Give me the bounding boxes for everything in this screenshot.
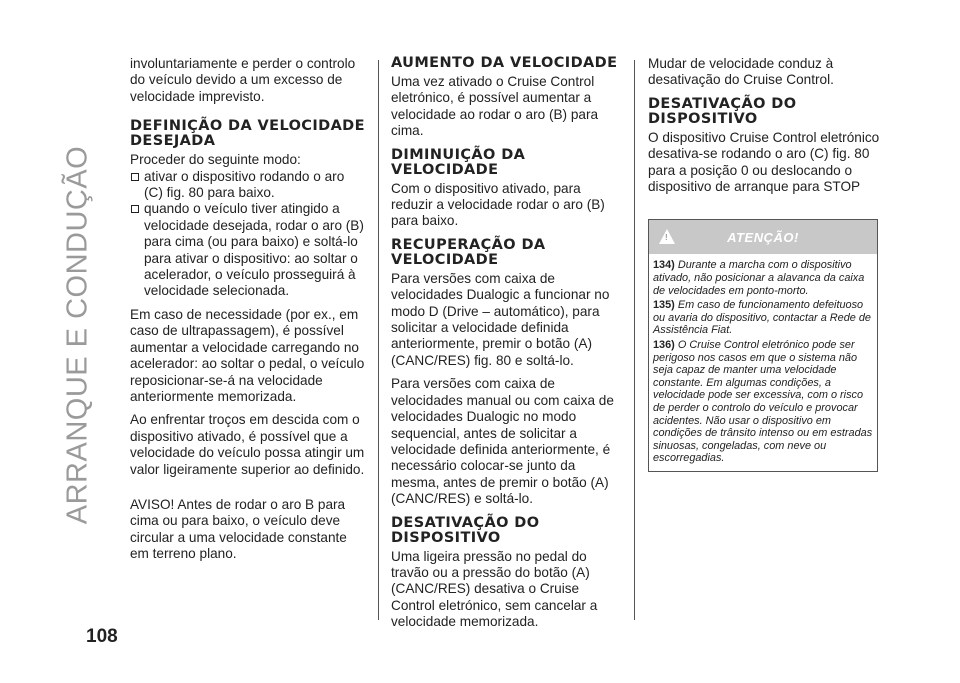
heading-desativacao-dispositivo-2: DESATIVAÇÃO DO DISPOSITIVO — [648, 95, 797, 127]
page-number: 108 — [86, 626, 118, 647]
warning-item-text: Em caso de funcionamento defeituoso ou avaria do dispositivo, contactar a Rede de Assistência Fiat. — [653, 299, 871, 337]
warning-item-text: O Cruise Control eletrónico pode ser perigoso nos casos em que o sistema não seja capaz de manter uma velocidade constante. Em algumas condições, a velocidade pode ser excessiva, com o risco de perder o controlo do veículo e provocar acidentes. Não usar o dispositivo em condições de trânsito intenso ou em estradas sinuosas, congeladas, com neve ou escorregadias. — [653, 339, 873, 465]
paragraph-mudar: Mudar de velocidade conduz à desativação do Cruise Control. — [648, 56, 834, 88]
paragraph-ultrapassagem: Em caso de necessidade (por ex., em caso de ultrapassagem), é possível aumentar a velocidade carregando no acelerador: ao soltar o pedal, o veículo reposicionar-se-á na velocidade anteriormente memorizada. — [130, 306, 365, 404]
column-2 — [391, 56, 625, 638]
bullet-item: ativar o dispositivo rodando o aro (C) fig. 80 para baixo. — [130, 169, 366, 202]
heading-desativacao-dispositivo: DESATIVAÇÃO DO DISPOSITIVO — [391, 514, 540, 546]
paragraph-proceder: Proceder do seguinte modo: — [130, 152, 301, 168]
warning-item — [653, 339, 873, 465]
paragraph-diminuicao: Com o dispositivo ativado, para reduzir a velocidade rodar o aro (B) para baixo. — [391, 180, 605, 229]
paragraph-desativacao-2: O dispositivo Cruise Control eletrónico desativa-se rodando o aro (C) fig. 80 para a posição 0 ou deslocando o dispositivo de arranque para STOP — [648, 129, 880, 195]
paragraph-recuperacao-1: Para versões com caixa de velocidades Dualogic a funcionar no modo D (Drive – automático), para solicitar a velocidade definida anteriormente, premir o botão (A) (CANC/RES) fig. 80 e soltá-lo. — [391, 270, 610, 368]
heading-diminuicao-velocidade: DIMINUIÇÃO DA VELOCIDADE — [391, 146, 526, 178]
warning-body — [649, 254, 877, 471]
warning-item-number: 134) — [653, 259, 675, 272]
warning-item-text: Durante a marcha com o dispositivo ativado, não posicionar a alavanca da caixa de velocidades em ponto-morto. — [653, 259, 865, 297]
column-divider-2 — [634, 60, 635, 620]
column-divider-1 — [378, 60, 379, 620]
paragraph-recuperacao-2: Para versões com caixa de velocidades manual ou com caixa de velocidades Dualogic no modo sequencial, antes de solicitar a velocidade definida anteriormente, é necessário colocar-se junto da mesma, antes de premir o botão (A) (CANC/RES) e soltá-lo. — [391, 376, 614, 507]
column-1 — [130, 56, 366, 570]
exclamation-icon: ! — [665, 233, 668, 243]
paragraph-desativacao: Uma ligeira pressão no pedal do travão ou a pressão do botão (A) (CANC/RES) desativa o Cruise Control eletrónico, sem cancelar a velocidade memorizada. — [391, 548, 598, 630]
heading-aumento-velocidade: AUMENTO DA VELOCIDADE — [391, 55, 618, 71]
warning-item — [653, 259, 873, 297]
warning-item-number: 136) — [653, 339, 675, 351]
bullet-item: quando o veículo tiver atingido a velocidade desejada, rodar o aro (B) para cima (ou para baixo) e soltá-lo para ativar o dispositivo: ao soltar o acelerador, o veículo prosseguirá à velocidade selecionada. — [130, 201, 366, 299]
chapter-title-text: ARRANQUE E CONDUÇÃO — [61, 145, 94, 525]
warning-box — [648, 219, 878, 472]
heading-definicao-velocidade: DEFINIÇÃO DA VELOCIDADE DESEJADA — [130, 118, 365, 150]
warning-header — [649, 220, 877, 254]
warning-title: ATENÇÃO! — [727, 230, 799, 246]
heading-recuperacao-velocidade: RECUPERAÇÃO DA VELOCIDADE — [391, 236, 546, 268]
warning-item — [653, 299, 873, 337]
paragraph-aumento: Uma vez ativado o Cruise Control eletrónico, é possível aumentar a velocidade ao rodar o aro (B) para cima. — [391, 74, 599, 139]
paragraph-aviso: AVISO! Antes de rodar o aro B para cima ou para baixo, o veículo deve circular a uma velocidade constante em terreno plano. — [130, 496, 347, 562]
column-3 — [648, 56, 880, 472]
warning-item-number: 135) — [653, 299, 675, 312]
paragraph-descida: Ao enfrentar troços em descida com o dispositivo ativado, é possível que a velocidade do veículo possa atingir um valor ligeiramente superior ao definido. — [130, 412, 365, 477]
intro-paragraph: involuntariamente e perder o controlo do veículo devido a um excesso de velocidade imprevisto. — [130, 56, 356, 104]
